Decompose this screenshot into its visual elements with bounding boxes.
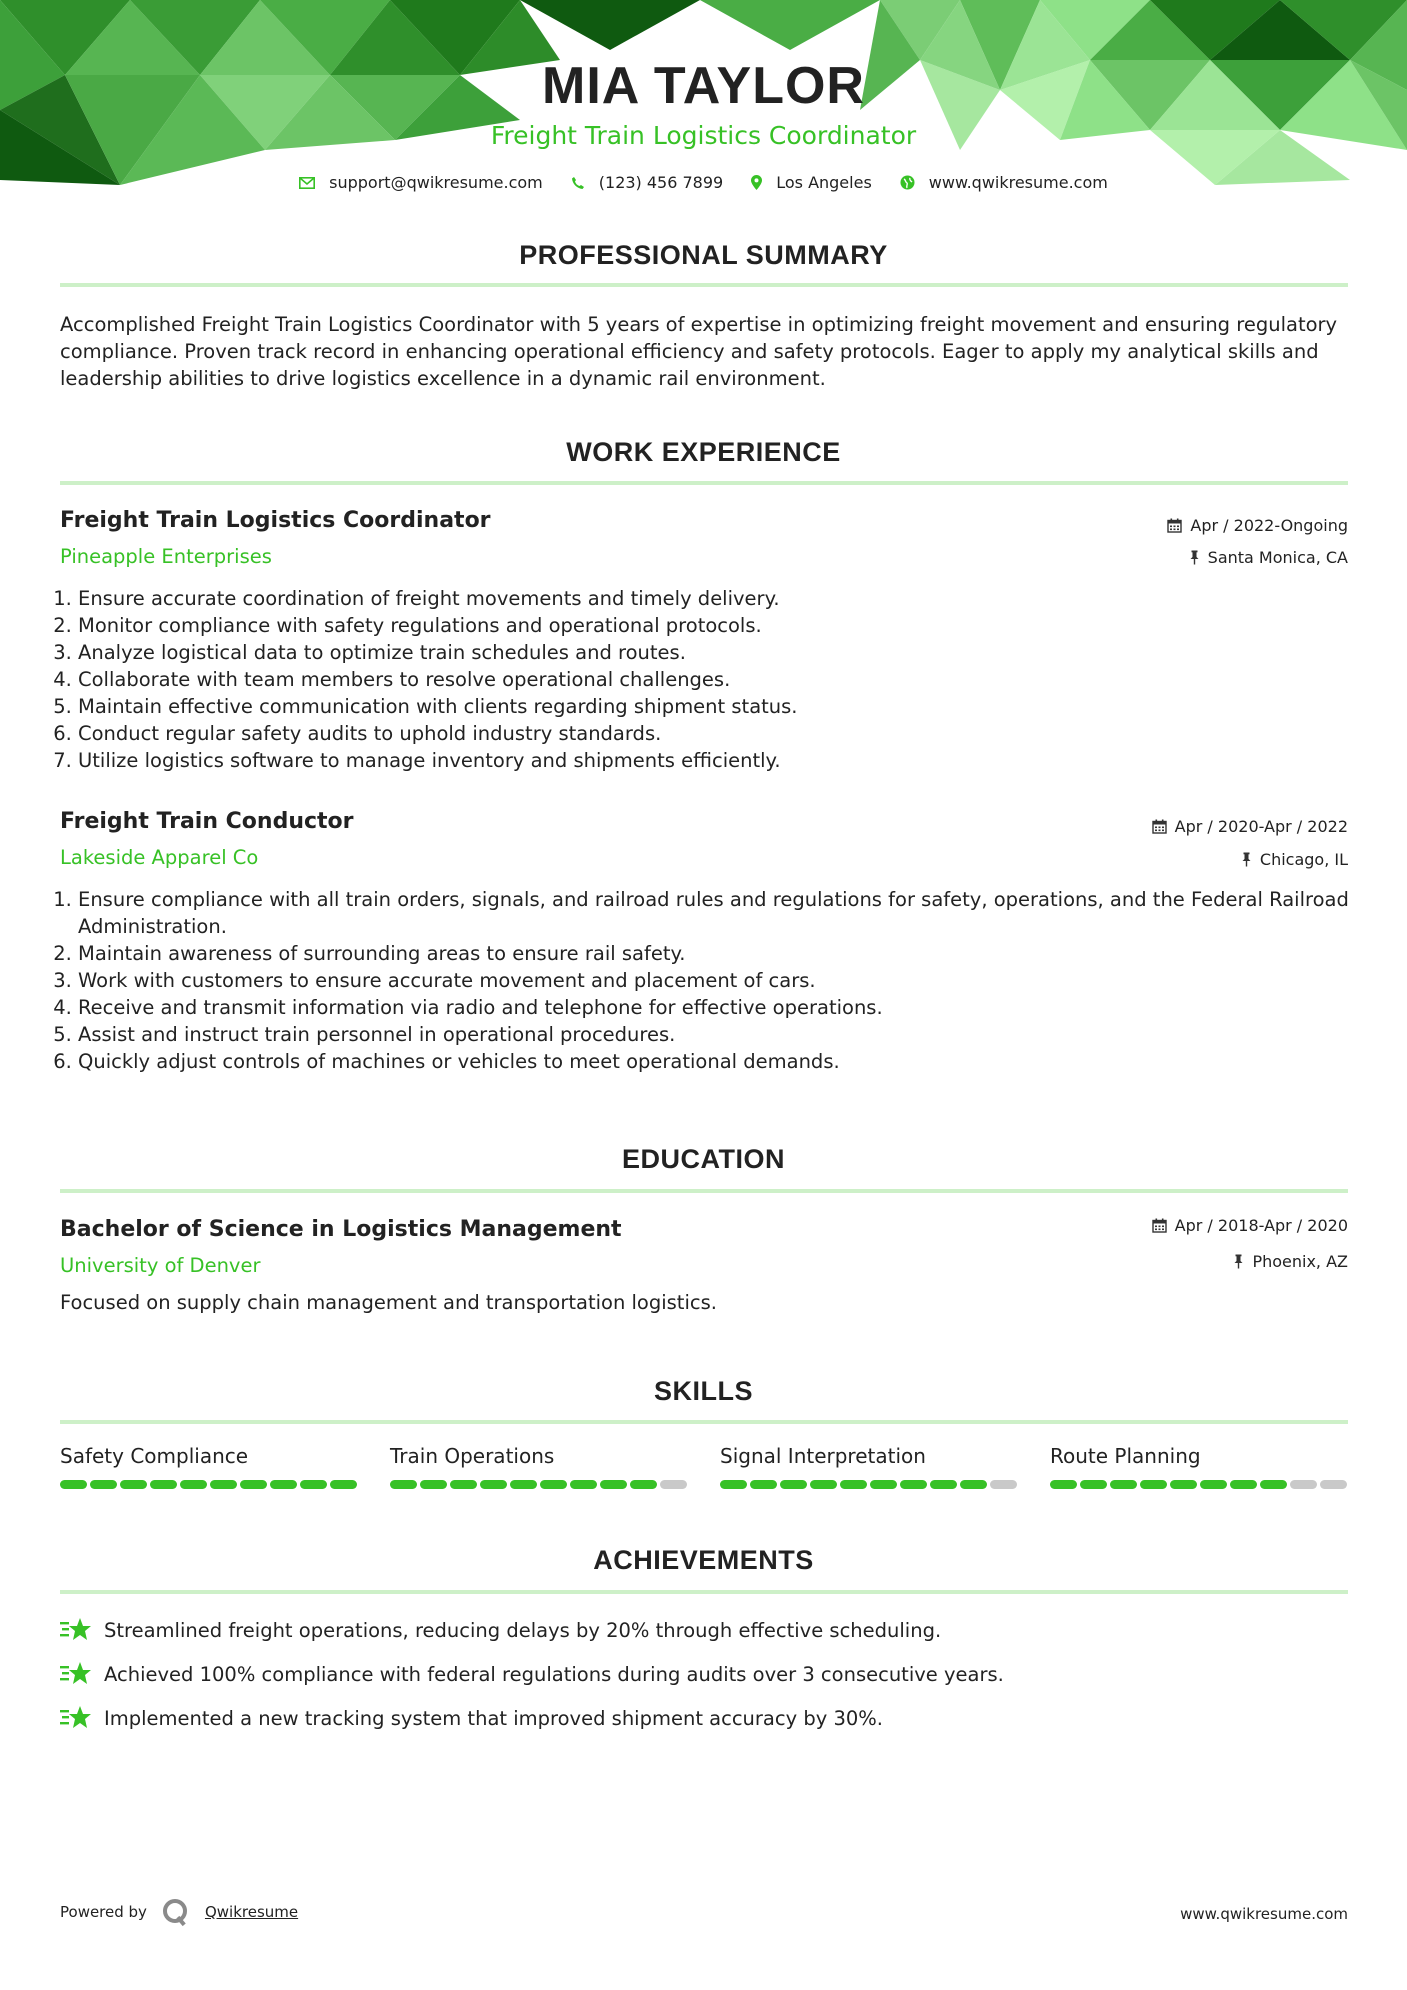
skills-list [60, 1444, 1350, 1489]
achievement-item [60, 1661, 1004, 1687]
skill-dot-empty [660, 1480, 687, 1489]
education-dates-text: Apr / 2018-Apr / 2020 [1174, 1216, 1348, 1235]
job-dates [1167, 516, 1348, 535]
list-item: 7. Utilize logistics software to manage inventory and shipments efficiently. [78, 747, 1378, 774]
list-item: 5. Assist and instruct train personnel in operational procedures. [78, 1021, 1378, 1048]
list-item: 2. Maintain awareness of surrounding areas to ensure rail safety. [78, 940, 1378, 967]
contact-website[interactable] [900, 173, 1108, 192]
trophy-star-icon [60, 1705, 92, 1731]
calendar-icon [1167, 518, 1182, 533]
skill-dot-filled [180, 1480, 207, 1489]
envelope-icon [299, 177, 315, 189]
skill-item [1050, 1444, 1350, 1489]
skill-item [720, 1444, 1020, 1489]
skill-item [60, 1444, 360, 1489]
skill-dot-filled [330, 1480, 357, 1489]
skill-dot-filled [900, 1480, 927, 1489]
skill-dot-filled [870, 1480, 897, 1489]
calendar-icon [1152, 1218, 1167, 1233]
calendar-icon [1152, 819, 1167, 834]
achievement-item [60, 1617, 941, 1643]
pushpin-icon [1233, 1254, 1244, 1269]
skills-heading: SKILLS [653, 1376, 753, 1406]
skill-dot-filled [840, 1480, 867, 1489]
skill-dot-filled [1050, 1480, 1077, 1489]
education-location-text: Phoenix, AZ [1252, 1252, 1348, 1271]
education-location [1233, 1252, 1348, 1271]
achievements-divider [60, 1590, 1348, 1594]
skill-dot-empty [990, 1480, 1017, 1489]
skill-rating [1050, 1480, 1350, 1489]
skill-dot-filled [750, 1480, 777, 1489]
list-item: 1. Ensure compliance with all train orders, signals, and railroad rules and regulations for safety, operations, and the Federal Railroad Administration. [78, 886, 1378, 940]
education-divider [60, 1189, 1348, 1193]
skills-divider [60, 1420, 1348, 1424]
skill-dot-empty [1320, 1480, 1347, 1489]
list-item: 3. Work with customers to ensure accurate movement and placement of cars. [78, 967, 1378, 994]
skill-name: Train Operations [390, 1444, 555, 1468]
skill-dot-filled [780, 1480, 807, 1489]
job-bullets [52, 585, 1378, 774]
job-dates [1152, 817, 1348, 836]
globe-icon [900, 175, 915, 190]
list-item: 6. Quickly adjust controls of machines or vehicles to meet operational demands. [78, 1048, 1378, 1075]
skill-dot-filled [420, 1480, 447, 1489]
skill-dot-empty [1290, 1480, 1317, 1489]
candidate-name: MIA TAYLOR [542, 57, 865, 115]
list-item: 4. Receive and transmit information via radio and telephone for effective operations. [78, 994, 1378, 1021]
skill-dot-filled [120, 1480, 147, 1489]
job-bullets [52, 886, 1378, 1075]
list-item: 4. Collaborate with team members to resolve operational challenges. [78, 666, 1378, 693]
skill-item [390, 1444, 690, 1489]
skill-rating [720, 1480, 1020, 1489]
job-company: Pineapple Enterprises [60, 545, 272, 568]
list-item: 1. Ensure accurate coordination of freight movements and timely delivery. [78, 585, 1378, 612]
skill-rating [390, 1480, 690, 1489]
contact-phone[interactable] [571, 173, 723, 192]
skill-dot-filled [810, 1480, 837, 1489]
contact-location [751, 173, 872, 192]
map-pin-icon [751, 175, 762, 190]
list-item: 3. Analyze logistical data to optimize train schedules and routes. [78, 639, 1378, 666]
skill-dot-filled [60, 1480, 87, 1489]
skill-dot-filled [150, 1480, 177, 1489]
skill-dot-filled [480, 1480, 507, 1489]
skill-dot-filled [300, 1480, 327, 1489]
skill-dot-filled [720, 1480, 747, 1489]
qwikresume-logo-icon [161, 1897, 191, 1927]
school-name: University of Denver [60, 1254, 261, 1277]
achievements-heading: ACHIEVEMENTS [593, 1545, 814, 1575]
skill-dot-filled [210, 1480, 237, 1489]
contact-bar [0, 173, 1407, 192]
phone-icon [571, 176, 585, 190]
job-location-text: Chicago, IL [1259, 850, 1348, 869]
skill-dot-filled [960, 1480, 987, 1489]
pushpin-icon [1241, 852, 1252, 867]
website-text: www.qwikresume.com [928, 173, 1108, 192]
footer-website[interactable]: www.qwikresume.com [1180, 1905, 1348, 1923]
degree-title: Bachelor of Science in Logistics Management [60, 1217, 622, 1242]
achievement-text: Achieved 100% compliance with federal regulations during audits over 3 consecutive years. [104, 1662, 1004, 1686]
pushpin-icon [1189, 550, 1200, 565]
email-text: support@qwikresume.com [329, 173, 543, 192]
experience-heading: WORK EXPERIENCE [566, 437, 841, 467]
qwikresume-link[interactable]: Qwikresume [204, 1903, 299, 1921]
skill-dot-filled [540, 1480, 567, 1489]
phone-text: (123) 456 7899 [598, 173, 724, 192]
summary-heading: PROFESSIONAL SUMMARY [519, 240, 888, 270]
skill-dot-filled [930, 1480, 957, 1489]
trophy-star-icon [60, 1617, 92, 1643]
job-location [1241, 850, 1348, 869]
skill-dot-filled [1170, 1480, 1197, 1489]
job-dates-text: Apr / 2020-Apr / 2022 [1174, 817, 1348, 836]
education-dates [1152, 1216, 1348, 1235]
job-title: Freight Train Conductor [60, 809, 354, 834]
skill-dot-filled [90, 1480, 117, 1489]
education-description: Focused on supply chain management and transportation logistics. [60, 1291, 717, 1314]
location-text: Los Angeles [776, 173, 872, 192]
skill-dot-filled [1140, 1480, 1167, 1489]
skill-name: Signal Interpretation [720, 1444, 926, 1468]
skill-dot-filled [1230, 1480, 1257, 1489]
skill-name: Route Planning [1050, 1444, 1201, 1468]
skill-dot-filled [390, 1480, 417, 1489]
skill-dot-filled [630, 1480, 657, 1489]
trophy-star-icon [60, 1661, 92, 1687]
job-location-text: Santa Monica, CA [1207, 548, 1348, 567]
job-title: Freight Train Logistics Coordinator [60, 508, 491, 533]
footer-branding [60, 1897, 298, 1927]
achievement-text: Streamlined freight operations, reducing delays by 20% through effective scheduling. [104, 1618, 942, 1642]
skill-dot-filled [1200, 1480, 1227, 1489]
powered-by-label: Powered by [60, 1903, 147, 1921]
list-item: 5. Maintain effective communication with clients regarding shipment status. [78, 693, 1378, 720]
education-heading: EDUCATION [622, 1144, 785, 1174]
skill-dot-filled [1260, 1480, 1287, 1489]
skill-dot-filled [570, 1480, 597, 1489]
job-company: Lakeside Apparel Co [60, 846, 259, 869]
candidate-title: Freight Train Logistics Coordinator [490, 121, 917, 150]
list-item: 6. Conduct regular safety audits to uphold industry standards. [78, 720, 1378, 747]
skill-dot-filled [240, 1480, 267, 1489]
skill-dot-filled [510, 1480, 537, 1489]
summary-text: Accomplished Freight Train Logistics Coordinator with 5 years of expertise in optimizing freight movement and ensuring regulatory compliance. Proven track record in enhancing operational efficiency and safety protocols. Eager to apply my analytical skills and leadership abilities to drive logistics excellence in a dynamic rail environment. [60, 313, 1338, 390]
contact-email[interactable] [299, 173, 543, 192]
skill-name: Safety Compliance [60, 1444, 249, 1468]
skill-dot-filled [1110, 1480, 1137, 1489]
skill-rating [60, 1480, 360, 1489]
summary-divider [60, 283, 1348, 287]
skill-dot-filled [270, 1480, 297, 1489]
achievement-item [60, 1705, 883, 1731]
job-location [1189, 548, 1348, 567]
job-dates-text: Apr / 2022-Ongoing [1190, 516, 1348, 535]
skill-dot-filled [600, 1480, 627, 1489]
list-item: 2. Monitor compliance with safety regulations and operational protocols. [78, 612, 1378, 639]
experience-divider [60, 481, 1348, 485]
skill-dot-filled [450, 1480, 477, 1489]
skill-dot-filled [1080, 1480, 1107, 1489]
achievement-text: Implemented a new tracking system that improved shipment accuracy by 30%. [104, 1706, 884, 1730]
